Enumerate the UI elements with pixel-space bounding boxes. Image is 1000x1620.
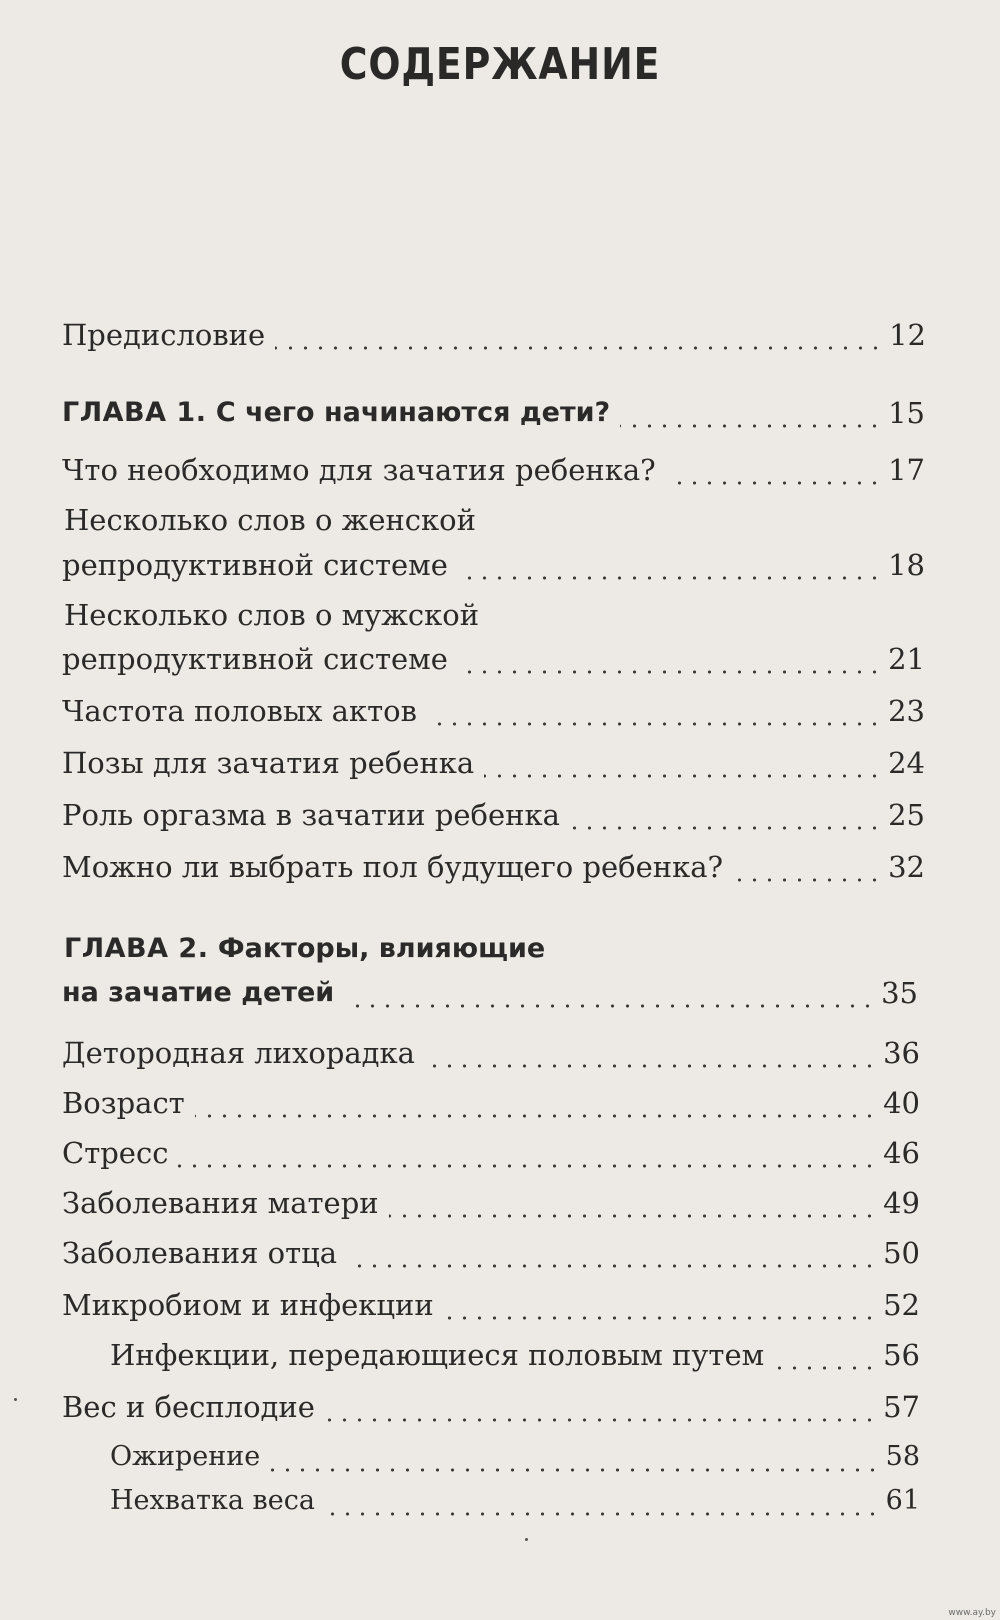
toc-entry-title: Что необходимо для зачатия ребенка?	[62, 453, 656, 487]
toc-page-number: 17	[888, 453, 925, 487]
toc-entry-title: Заболевания матери	[62, 1186, 379, 1220]
toc-leader-dots	[733, 878, 882, 882]
paper-speck	[525, 1538, 528, 1541]
toc-entry-preface[interactable]	[0, 310, 1000, 360]
toc-entry-chapter-2[interactable]	[0, 968, 1000, 1018]
toc-leader-dots	[774, 1366, 877, 1370]
toc-leader-dots	[195, 1114, 877, 1118]
chapter-label: ГЛАВА 2.	[64, 933, 209, 964]
toc-leader-dots	[344, 1004, 875, 1008]
toc-page-number: 40	[883, 1086, 920, 1120]
toc-entry-underweight[interactable]	[0, 1476, 1000, 1526]
toc-leader-dots	[425, 1064, 877, 1068]
toc-entry-obesity[interactable]	[0, 1432, 1000, 1482]
toc-entry-title: Предисловие	[62, 318, 266, 352]
toc-page-number: 46	[883, 1136, 920, 1170]
toc-leader-dots	[347, 1264, 877, 1268]
toc-entry-title: Стресс	[62, 1136, 169, 1170]
toc-entry-stress[interactable]	[0, 1128, 1000, 1178]
toc-entry-conception[interactable]	[0, 445, 1000, 495]
toc-entry-male-line1: Несколько слов о мужской	[64, 598, 480, 632]
toc-entry-title: репродуктивной системе	[62, 642, 448, 676]
toc-page-number: 49	[883, 1186, 920, 1220]
toc-entry-title: Вес и бесплодие	[62, 1390, 315, 1424]
toc-entry-male-system[interactable]	[0, 634, 1000, 684]
chapter-title: С чего начинаются дети?	[215, 397, 611, 428]
toc-page-number: 24	[888, 746, 925, 780]
toc-leader-dots	[325, 1512, 880, 1516]
toc-entry-title: Можно ли выбрать пол будущего ребенка?	[62, 850, 724, 884]
toc-entry-title: Ожирение	[110, 1441, 261, 1472]
toc-entry-title: Детородная лихорадка	[62, 1036, 415, 1070]
toc-entry-title: Возраст	[62, 1086, 185, 1120]
toc-page-number: 23	[888, 694, 925, 728]
toc-entry-title: Заболевания отца	[62, 1236, 338, 1270]
toc-entry-title: Нехватка веса	[110, 1485, 315, 1516]
toc-leader-dots	[270, 1468, 880, 1472]
toc-entry-mother[interactable]	[0, 1178, 1000, 1228]
toc-leader-dots	[458, 576, 882, 580]
page-title: СОДЕРЖАНИЕ	[339, 39, 661, 90]
toc-entry-female-line1: Несколько слов о женской	[64, 503, 476, 537]
toc-entry-chapter-1[interactable]	[0, 388, 1000, 438]
toc-leader-dots	[458, 670, 882, 674]
toc-entry-poses[interactable]	[0, 738, 1000, 788]
toc-leader-dots	[484, 774, 882, 778]
toc-page-number: 57	[883, 1390, 920, 1424]
toc-page-number: 52	[883, 1288, 920, 1322]
toc-entry-chapter-2-line1	[64, 932, 545, 966]
toc-page-number: 18	[888, 548, 925, 582]
toc-page-number: 32	[888, 850, 925, 884]
toc-entry-title: Позы для зачатия ребенка	[62, 746, 475, 780]
toc-entry-title: Микробиом и инфекции	[62, 1288, 434, 1322]
toc-page-number: 25	[888, 798, 925, 832]
toc-page-number: 61	[885, 1485, 920, 1516]
toc-leader-dots	[666, 481, 882, 485]
toc-page-number: 50	[883, 1236, 920, 1270]
toc-entry-fever[interactable]	[0, 1028, 1000, 1078]
toc-entry-microbiome[interactable]	[0, 1280, 1000, 1330]
toc-entry-title: Частота половых актов	[62, 694, 417, 728]
toc-leader-dots	[178, 1164, 877, 1168]
toc-leader-dots	[444, 1316, 877, 1320]
toc-page-number: 35	[881, 976, 918, 1010]
toc-page-number: 15	[888, 396, 925, 430]
toc-leader-dots	[427, 722, 882, 726]
toc-entry-sex-choice[interactable]	[0, 842, 1000, 892]
toc-leader-dots	[275, 346, 883, 350]
toc-leader-dots	[389, 1214, 877, 1218]
toc-entry-orgasm[interactable]	[0, 790, 1000, 840]
chapter-title-line1: Факторы, влияющие	[217, 933, 546, 964]
toc-entry-title: Роль оргазма в зачатии ребенка	[62, 798, 560, 832]
toc-entry-father[interactable]	[0, 1228, 1000, 1278]
toc-page-number: 56	[883, 1338, 920, 1372]
toc-page-number: 12	[889, 318, 926, 352]
toc-leader-dots	[620, 424, 882, 428]
toc-entry-title	[62, 396, 610, 430]
toc-entry-female-system[interactable]	[0, 540, 1000, 590]
paper-speck	[14, 1398, 17, 1401]
toc-page-number: 21	[888, 642, 925, 676]
toc-entry-title: репродуктивной системе	[62, 548, 448, 582]
toc-page-number: 58	[885, 1441, 920, 1472]
toc-entry-age[interactable]	[0, 1078, 1000, 1128]
chapter-label: ГЛАВА 1.	[62, 397, 207, 428]
toc-entry-frequency[interactable]	[0, 686, 1000, 736]
toc-leader-dots	[570, 826, 882, 830]
watermark-text: www.ay.by	[948, 1608, 996, 1618]
toc-entry-title: Инфекции, передающиеся половым путем	[110, 1338, 765, 1372]
toc-page-number: 36	[883, 1036, 920, 1070]
toc-entry-weight[interactable]	[0, 1382, 1000, 1432]
toc-leader-dots	[325, 1418, 877, 1422]
toc-entry-title: на зачатие детей	[62, 977, 335, 1008]
toc-entry-sti[interactable]	[0, 1330, 1000, 1380]
